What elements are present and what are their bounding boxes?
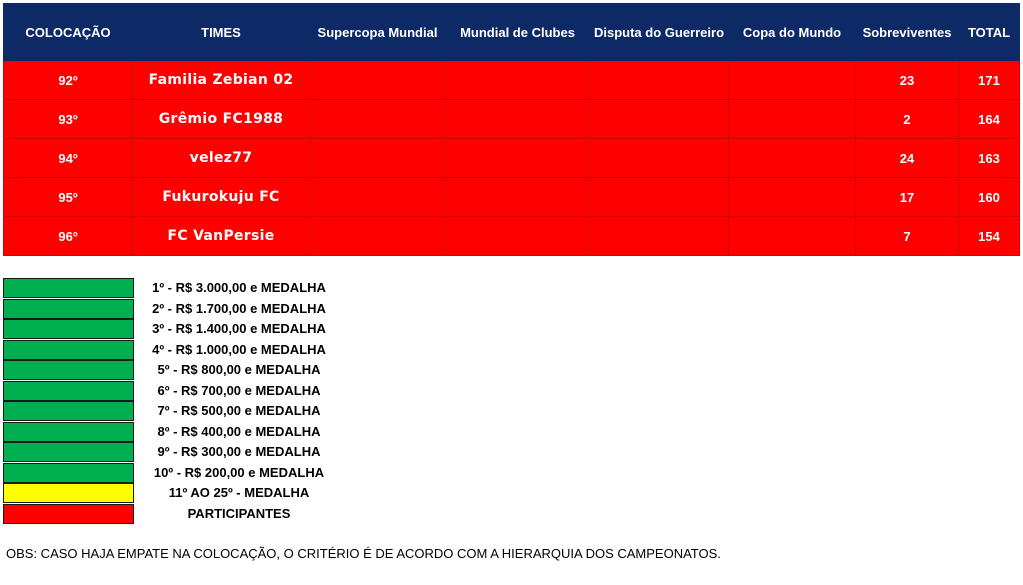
legend-label: 6º - R$ 700,00 e MEDALHA — [157, 382, 321, 398]
team-cell: Fukurokuju FC — [133, 178, 310, 217]
legend-swatch — [3, 483, 134, 503]
position-cell: 93º — [4, 100, 133, 139]
team-cell: Grêmio FC1988 — [133, 100, 310, 139]
legend-swatch — [3, 422, 134, 442]
mundial-cell — [446, 100, 590, 139]
team-cell: FC VanPersie — [133, 217, 310, 256]
legend-label: 3º - R$ 1.400,00 e MEDALHA — [152, 321, 326, 336]
supercopa-cell — [310, 178, 446, 217]
total-cell: 171 — [959, 61, 1020, 100]
header-disputa-do-guerreiro: Disputa do Guerreiro — [590, 4, 729, 61]
guerreiro-cell — [590, 217, 729, 256]
supercopa-cell — [310, 100, 446, 139]
legend-swatch — [3, 299, 134, 319]
sobreviventes-cell: 2 — [856, 100, 959, 139]
sobreviventes-cell: 17 — [856, 178, 959, 217]
copa-cell — [729, 100, 856, 139]
header-total: TOTAL — [959, 4, 1020, 61]
legend-swatch — [3, 504, 134, 524]
table-row — [4, 61, 1020, 100]
table-row — [4, 217, 1020, 256]
ranking-table — [3, 3, 1020, 256]
mundial-cell — [446, 139, 590, 178]
guerreiro-cell — [590, 100, 729, 139]
sobreviventes-cell: 24 — [856, 139, 959, 178]
supercopa-cell — [310, 61, 446, 100]
copa-cell — [729, 178, 856, 217]
sobreviventes-cell: 23 — [856, 61, 959, 100]
sobreviventes-cell: 7 — [856, 217, 959, 256]
mundial-cell — [446, 61, 590, 100]
legend-label: 11º AO 25º - MEDALHA — [168, 485, 310, 500]
legend-swatch — [3, 278, 134, 298]
legend-swatch — [3, 463, 134, 483]
guerreiro-cell — [590, 61, 729, 100]
legend-label: 2º - R$ 1.700,00 e MEDALHA — [152, 300, 326, 316]
total-cell: 160 — [959, 178, 1020, 217]
team-cell: velez77 — [133, 139, 310, 178]
legend-swatch — [3, 319, 134, 339]
header-supercopa-mundial: Supercopa Mundial — [310, 4, 446, 61]
guerreiro-cell — [590, 139, 729, 178]
legend-swatch — [3, 401, 134, 421]
legend-label: 7º - R$ 500,00 e MEDALHA — [157, 403, 321, 418]
position-cell: 92º — [4, 61, 133, 100]
total-cell: 164 — [959, 100, 1020, 139]
mundial-cell — [446, 217, 590, 256]
legend-swatch — [3, 381, 134, 401]
table-row — [4, 178, 1020, 217]
header-copa-do-mundo: Copa do Mundo — [729, 4, 856, 61]
header-times: TIMES — [133, 4, 310, 61]
guerreiro-cell — [590, 178, 729, 217]
legend-label: 1º - R$ 3.000,00 e MEDALHA — [152, 280, 326, 295]
legend-label: 4º - R$ 1.000,00 e MEDALHA — [152, 341, 326, 357]
header-colocacao: COLOCAÇÃO — [4, 4, 133, 61]
legend-label: 5º - R$ 800,00 e MEDALHA — [157, 362, 321, 377]
position-cell: 95º — [4, 178, 133, 217]
team-cell: Familia Zebian 02 — [133, 61, 310, 100]
total-cell: 154 — [959, 217, 1020, 256]
legend-swatch — [3, 340, 134, 360]
copa-cell — [729, 61, 856, 100]
legend-swatch — [3, 360, 134, 380]
header-sobreviventes: Sobreviventes — [856, 4, 959, 61]
table-row — [4, 100, 1020, 139]
supercopa-cell — [310, 139, 446, 178]
tiebreak-note: OBS: CASO HAJA EMPATE NA COLOCAÇÃO, O CRITÉRIO É DE ACORDO COM A HIERARQUIA DOS CAMPEONATOS. — [6, 546, 721, 561]
total-cell: 163 — [959, 139, 1020, 178]
legend-label: 8º - R$ 400,00 e MEDALHA — [157, 423, 321, 439]
header-mundial-de-clubes: Mundial de Clubes — [446, 4, 590, 61]
legend-swatch — [3, 442, 134, 462]
legend-label: 10º - R$ 200,00 e MEDALHA — [153, 464, 325, 480]
legend-label: PARTICIPANTES — [187, 505, 291, 521]
position-cell: 96º — [4, 217, 133, 256]
legend-label: 9º - R$ 300,00 e MEDALHA — [157, 444, 321, 459]
position-cell: 94º — [4, 139, 133, 178]
supercopa-cell — [310, 217, 446, 256]
mundial-cell — [446, 178, 590, 217]
copa-cell — [729, 139, 856, 178]
table-row — [4, 139, 1020, 178]
copa-cell — [729, 217, 856, 256]
table-header-row — [4, 4, 1020, 61]
